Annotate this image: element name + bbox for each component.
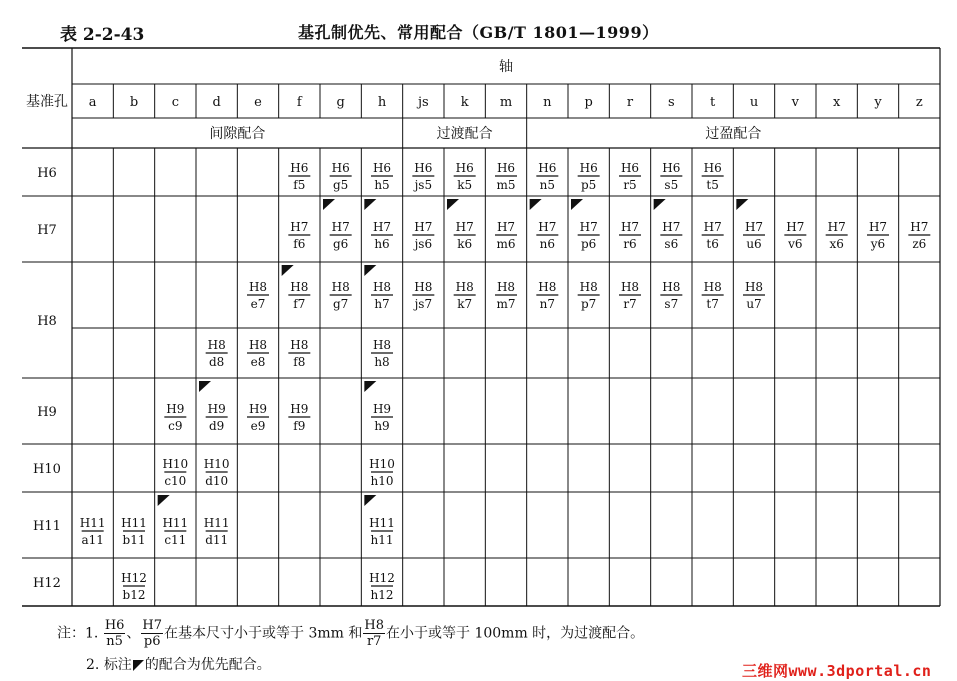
fit-denominator: d9: [209, 419, 225, 433]
fit-denominator: n6: [539, 237, 556, 251]
fit-denominator: h12: [370, 588, 394, 602]
fit-numerator: H9: [248, 402, 268, 416]
fit-denominator: m6: [496, 237, 516, 251]
fit-group-label: 过渡配合: [436, 126, 493, 142]
fit-numerator: H6: [538, 161, 557, 175]
fit-numerator: H6: [662, 161, 681, 175]
fit-numerator: H11: [79, 516, 106, 530]
fit-numerator: H11: [203, 516, 230, 530]
fit-denominator: n5: [539, 178, 556, 192]
fit-numerator: H7: [662, 220, 681, 234]
fit-numerator: H6: [455, 161, 474, 175]
fit-denominator: js6: [414, 237, 433, 251]
fit-denominator: r7: [623, 297, 637, 311]
shaft-letter: z: [915, 95, 923, 110]
fit-denominator: v6: [788, 237, 803, 251]
fit-numerator: H7: [744, 220, 764, 234]
fit-numerator: H10: [369, 457, 395, 471]
base-hole-label: H6: [37, 166, 57, 181]
fit-denominator: e8: [250, 355, 266, 369]
fit-denominator: g7: [333, 297, 349, 311]
shaft-letter: e: [254, 95, 262, 110]
fit-denominator: f9: [293, 419, 306, 433]
fit-denominator: m5: [496, 178, 516, 192]
note-1-index: 1.: [85, 625, 99, 642]
fit-denominator: js7: [414, 297, 433, 311]
fit-numerator: H7: [290, 220, 309, 234]
fit-numerator: H8: [372, 280, 392, 294]
fit-numerator: H6: [331, 161, 350, 175]
fit-numerator: H8: [207, 338, 226, 352]
preferred-flag-icon: [654, 199, 666, 210]
fit-denominator: k6: [457, 237, 473, 251]
fit-denominator: r5: [623, 178, 637, 192]
base-hole-label: H12: [33, 576, 61, 591]
fit-numerator: H8: [744, 280, 764, 294]
base-hole-label: H9: [37, 405, 57, 420]
shaft-letter: x: [832, 95, 841, 110]
note-2-text-a: 标注: [103, 657, 132, 673]
shaft-letter: g: [336, 95, 345, 110]
fit-group-label: 间隙配合: [209, 126, 266, 142]
fit-numerator: H7: [827, 220, 846, 234]
shaft-letter: c: [171, 95, 179, 110]
fit-numerator: H8: [496, 280, 516, 294]
fit-denominator: t7: [706, 297, 719, 311]
watermark: 三维网www.3dportal.cn: [742, 662, 932, 680]
base-hole-label: H10: [33, 462, 61, 477]
shaft-letter: m: [499, 95, 513, 110]
fit-numerator: H8: [248, 338, 268, 352]
note-1: 注：1. $\frac{H6}{n5}$ 、 $\frac{H7}{p6}$ 在基本尺寸小于或等于 3mm 和 $\frac{H8}{r7}$ 在小于或等于 100mm 时，为过渡配合。: [57, 618, 645, 649]
base-hole-label: H8: [37, 314, 57, 329]
preferred-flag-icon: [736, 199, 748, 210]
fit-denominator: d8: [209, 355, 225, 369]
shaft-header: 轴: [499, 59, 513, 75]
fit-denominator: d11: [205, 533, 229, 547]
preferred-flag-icon: [364, 265, 376, 276]
fit-denominator: m7: [496, 297, 516, 311]
preferred-flag-icon: [133, 660, 144, 671]
fit-numerator: H7: [703, 220, 722, 234]
fit-denominator: h8: [374, 355, 390, 369]
preferred-flag-icon: [158, 495, 170, 506]
fit-numerator: H8: [290, 280, 309, 294]
fit-numerator: H7: [620, 220, 640, 234]
fit-numerator: H9: [166, 402, 185, 416]
fit-numerator: H9: [290, 402, 309, 416]
preferred-flag-icon: [323, 199, 335, 210]
fit-denominator: u6: [746, 237, 762, 251]
shaft-letter: f: [296, 95, 302, 110]
fit-denominator: r6: [623, 237, 637, 251]
note-fraction: $\frac{H7}{p6}$: [142, 618, 163, 649]
fit-numerator: H8: [414, 280, 433, 294]
fit-denominator: k5: [457, 178, 473, 192]
fit-numerator: H7: [786, 220, 805, 234]
fit-denominator: b11: [122, 533, 146, 547]
fit-numerator: H7: [496, 220, 516, 234]
fit-denominator: h7: [374, 297, 390, 311]
fit-numerator: H8: [331, 280, 350, 294]
fit-denominator: z6: [912, 237, 927, 251]
base-hole-label: H11: [33, 519, 61, 534]
fit-numerator: H7: [910, 220, 929, 234]
fit-numerator: H12: [369, 571, 395, 585]
fit-numerator: H10: [162, 457, 189, 471]
shaft-letter: h: [377, 95, 387, 110]
preferred-flag-icon: [364, 381, 376, 392]
fit-denominator: p6: [581, 237, 597, 251]
note-label: 注：: [57, 625, 85, 642]
fit-numerator: H6: [496, 161, 516, 175]
fit-numerator: H10: [203, 457, 230, 471]
table-number: 表 2-2-43: [60, 25, 145, 45]
fit-denominator: h11: [370, 533, 394, 547]
fit-denominator: h9: [374, 419, 390, 433]
fit-denominator: a11: [81, 533, 104, 547]
fit-numerator: H11: [162, 516, 189, 530]
fit-denominator: n7: [539, 297, 556, 311]
shaft-letter: b: [129, 95, 139, 110]
fit-numerator: H8: [248, 280, 268, 294]
note-1-text-b: 在小于或等于 100mm 时，为过渡配合。: [386, 625, 645, 642]
fit-denominator: f7: [293, 297, 306, 311]
fit-numerator: H11: [121, 516, 147, 530]
fit-denominator: p5: [581, 178, 597, 192]
fit-denominator: c11: [164, 533, 187, 547]
preferred-flag-icon: [364, 199, 376, 210]
fit-numerator: H7: [331, 220, 350, 234]
fit-numerator: H8: [579, 280, 598, 294]
note-2: [86, 654, 271, 674]
preferred-flag-icon: [571, 199, 583, 210]
fit-numerator: H9: [207, 402, 226, 416]
table-title: 基孔制优先、常用配合（GB/T 1801—1999）: [298, 23, 659, 42]
preferred-flag-icon: [199, 381, 211, 392]
note-fraction: $\frac{H6}{n5}$: [104, 618, 125, 649]
note-fraction: $\frac{H8}{r7}$: [364, 618, 384, 649]
fit-numerator: H7: [579, 220, 598, 234]
shaft-letter: u: [749, 95, 759, 110]
fit-numerator: H7: [538, 220, 557, 234]
fit-numerator: H8: [455, 280, 474, 294]
fit-denominator: y6: [870, 237, 886, 251]
preferred-flag-icon: [447, 199, 459, 210]
fit-denominator: x6: [829, 237, 844, 251]
shaft-letter: v: [791, 95, 800, 110]
shaft-letter: d: [212, 95, 221, 110]
fit-numerator: H8: [538, 280, 557, 294]
fit-numerator: H8: [662, 280, 681, 294]
shaft-letter: n: [543, 95, 552, 110]
fit-denominator: h10: [370, 474, 394, 488]
fit-denominator: js5: [414, 178, 433, 192]
fit-group-label: 过盈配合: [705, 126, 762, 142]
fit-denominator: g5: [333, 178, 349, 192]
shaft-letter: y: [874, 95, 882, 110]
fit-denominator: h5: [374, 178, 390, 192]
fit-numerator: H6: [620, 161, 640, 175]
fit-denominator: t6: [706, 237, 719, 251]
fit-denominator: s7: [664, 297, 679, 311]
fit-numerator: H9: [372, 402, 392, 416]
fit-denominator: f6: [293, 237, 306, 251]
base-hole-header: 基准孔: [26, 94, 68, 110]
base-hole-label: H7: [37, 223, 57, 238]
fit-numerator: H7: [455, 220, 474, 234]
fit-numerator: H8: [620, 280, 640, 294]
fit-denominator: k7: [457, 297, 473, 311]
shaft-letter: p: [584, 95, 593, 110]
fit-denominator: s5: [664, 178, 679, 192]
note-2-text-b: 的配合为优先配合。: [144, 657, 271, 673]
shaft-letter: k: [460, 95, 469, 110]
shaft-letter: a: [88, 95, 97, 110]
fit-numerator: H6: [290, 161, 309, 175]
preferred-flag-icon: [530, 199, 542, 210]
fit-numerator: H7: [868, 220, 888, 234]
shaft-letter: t: [710, 95, 716, 110]
note-2-index: 2.: [86, 657, 100, 673]
fit-numerator: H8: [372, 338, 392, 352]
fit-numerator: H6: [703, 161, 722, 175]
shaft-letter: r: [626, 95, 634, 110]
fit-denominator: c10: [164, 474, 187, 488]
fit-numerator: H6: [372, 161, 392, 175]
fit-numerator: H7: [372, 220, 392, 234]
fit-denominator: g6: [333, 237, 349, 251]
fit-numerator: H7: [414, 220, 433, 234]
fit-denominator: p7: [581, 297, 597, 311]
fit-denominator: h6: [374, 237, 390, 251]
fit-numerator: H11: [369, 516, 395, 530]
shaft-letter: s: [667, 95, 675, 110]
fit-numerator: H6: [414, 161, 433, 175]
fit-numerator: H8: [290, 338, 309, 352]
preferred-flag-icon: [282, 265, 294, 276]
fit-denominator: c9: [168, 419, 183, 433]
fit-denominator: f8: [293, 355, 306, 369]
shaft-letter: js: [417, 95, 429, 110]
fit-denominator: f5: [293, 178, 306, 192]
fit-denominator: u7: [746, 297, 762, 311]
note-1-text-a: 在基本尺寸小于或等于 3mm 和: [164, 625, 363, 642]
fit-numerator: H8: [703, 280, 722, 294]
fit-denominator: s6: [664, 237, 679, 251]
fit-denominator: e7: [250, 297, 266, 311]
fit-numerator: H12: [121, 571, 147, 585]
fit-denominator: t5: [706, 178, 719, 192]
preferred-flag-icon: [364, 495, 376, 506]
fit-denominator: e9: [250, 419, 266, 433]
fit-numerator: H6: [579, 161, 598, 175]
fit-denominator: b12: [122, 588, 146, 602]
fit-denominator: d10: [205, 474, 229, 488]
